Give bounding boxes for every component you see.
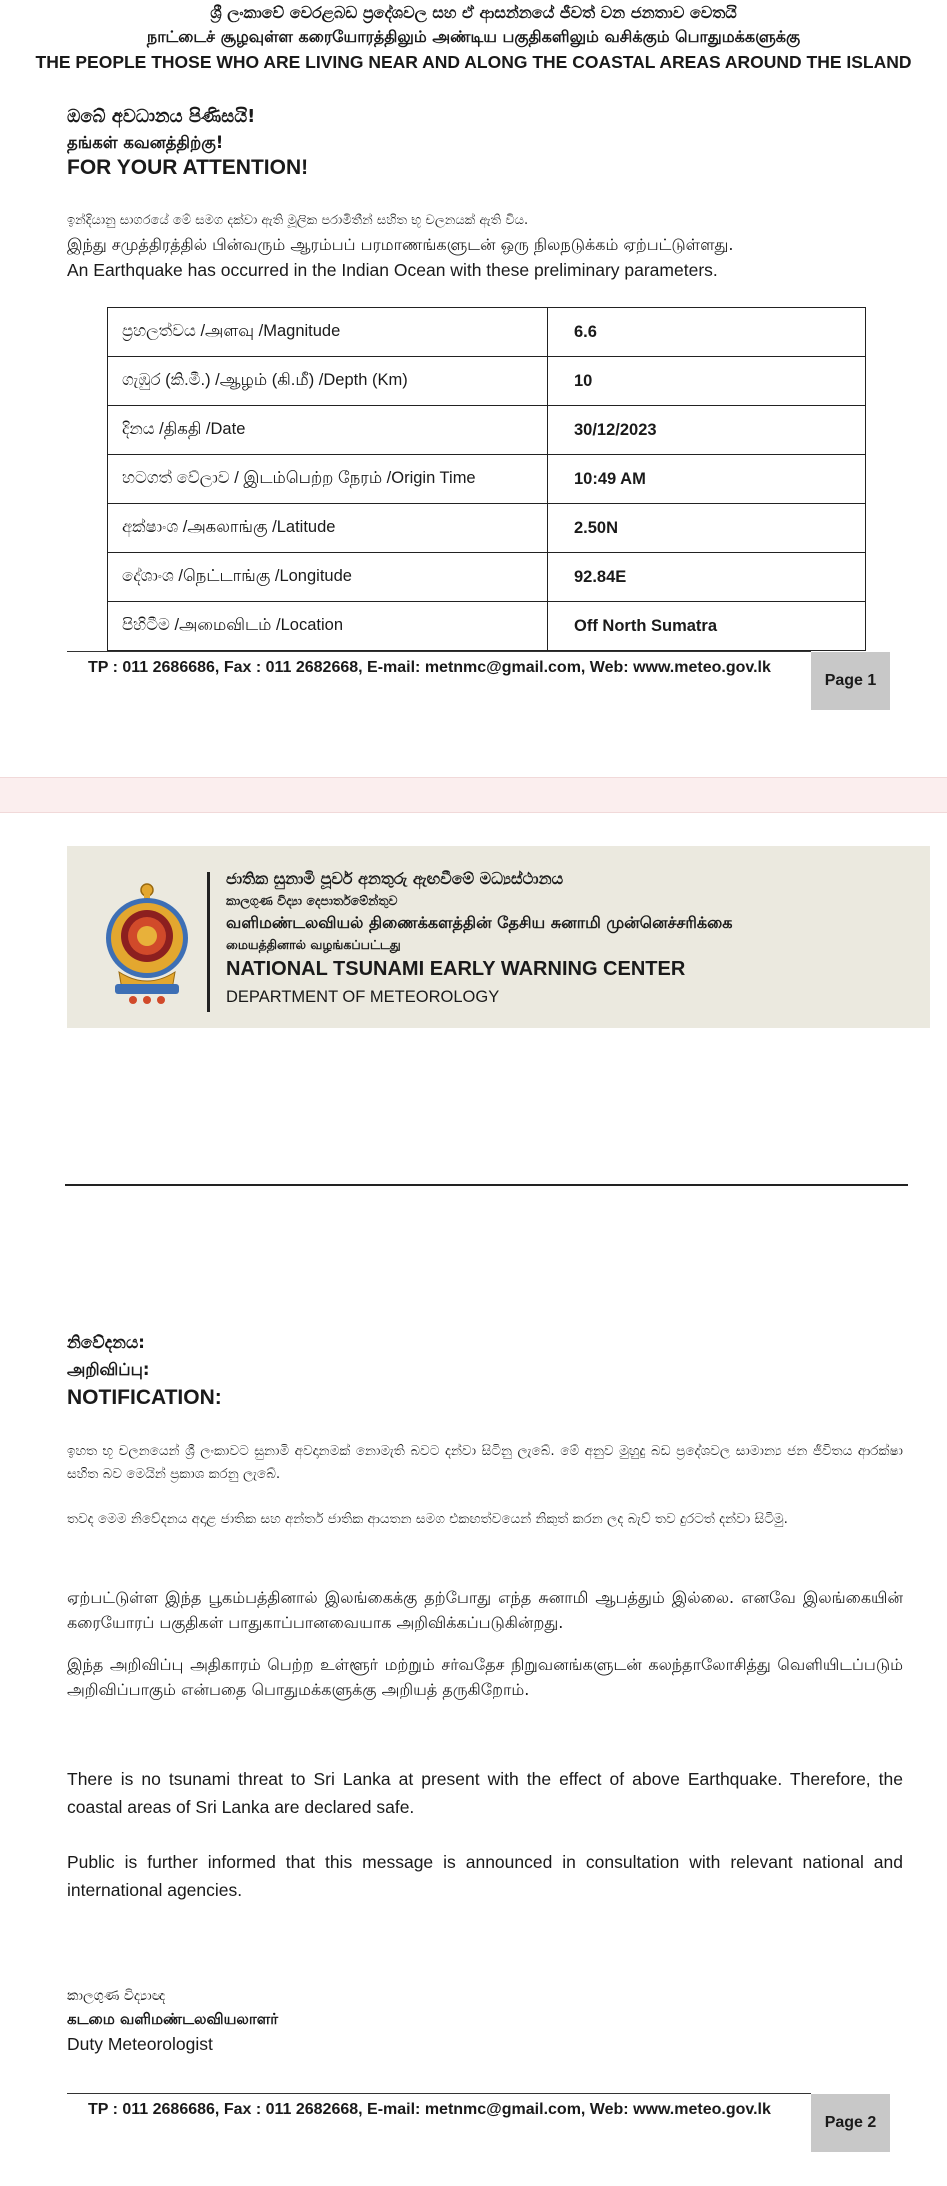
header-sinhala: ශ්‍රී ලංකාවේ වෙරළබඩ ප්‍රදේශවල සහ ඒ ආසන්නයේ ජීවත් වන ජනතාව වෙතයි: [210, 3, 737, 22]
banner-divider: [207, 872, 210, 1012]
signature-english: Duty Meteorologist: [67, 2034, 213, 2054]
table-row: [108, 504, 866, 553]
page-number: Page 2: [824, 2114, 877, 2131]
param-value-magnitude: 6.6: [548, 308, 866, 357]
attention-sinhala: ඔබේ අවධානය පිණිසයි!: [67, 106, 256, 127]
paragraph-english-2: Public is further informed that this message is announced in consultation with relevant national and international agencies.: [67, 1852, 903, 1900]
footer-divider: [67, 651, 811, 652]
page-number: Page 1: [824, 672, 877, 689]
header-english: THE PEOPLE THOSE WHO ARE LIVING NEAR AND ALONG THE COASTAL AREAS AROUND THE ISLAND: [35, 52, 912, 72]
attention-tamil: தங்கள் கவனத்திற்கு!: [67, 133, 224, 152]
table-row: [108, 602, 866, 651]
param-label-latitude: අක්ෂාංශ /அகலாங்கு /Latitude: [108, 504, 548, 553]
table-row: [108, 308, 866, 357]
banner-tamil-title: வளிமண்டலவியல் திணைக்களத்தின் தேசிய சுனாமி முன்னெச்சரிக்கை: [226, 913, 733, 932]
intro-english: An Earthquake has occurred in the Indian Ocean with these preliminary parameters.: [67, 260, 718, 280]
attention-english: FOR YOUR ATTENTION!: [67, 156, 309, 179]
param-value-origin-time: 10:49 AM: [548, 455, 866, 504]
param-label-origin-time: හටගත් වේලාව / இடம்பெற்ற நேரம் /Origin Time: [108, 455, 548, 504]
footer-contact: TP : 011 2686686, Fax : 011 2682668, E-mail: metnmc@gmail.com, Web: www.meteo.gov.lk: [88, 2101, 771, 2118]
notification-tamil: அறிவிப்பு:: [67, 1360, 150, 1379]
notification-sinhala: නිවේදනය:: [67, 1333, 145, 1353]
page-number-badge: [811, 652, 890, 710]
param-label-depth: ගැඹුර (කි.මී.) /ஆழம் (கி.மீ) /Depth (Km): [108, 357, 548, 406]
param-label-date: දිනය /திகதி /Date: [108, 406, 548, 455]
page-separator: [0, 777, 947, 813]
intro-sinhala: ඉන්දියානු සාගරයේ මේ සමග දක්වා ඇති මූලික පරාමිතීන් සහිත භූ චලනයක් ඇති විය.: [67, 213, 529, 228]
sri-lanka-emblem-icon: [101, 872, 193, 1008]
notification-english: NOTIFICATION:: [67, 1386, 222, 1409]
paragraph-tamil-2: இந்த அறிவிப்பு அதிகாரம் பெற்ற உள்ளூர் மற்றும் சர்வதேச நிறுவனங்களுடன் கலந்தாலோசித்து வெளியிடப்படும் அறிவிப்பாகும் என்பதை பொதுமக்களுக்கு அறியத் தருகிறோம்.: [67, 1655, 903, 1699]
param-value-location: Off North Sumatra: [548, 602, 866, 651]
footer-contact: TP : 011 2686686, Fax : 011 2682668, E-mail: metnmc@gmail.com, Web: www.meteo.gov.lk: [88, 659, 771, 676]
paragraph-english-1: There is no tsunami threat to Sri Lanka at present with the effect of above Earthquake. Therefore, the coastal areas of Sri Lanka are declared safe.: [67, 1769, 903, 1817]
paragraph-tamil-1: ஏற்பட்டுள்ள இந்த பூகம்பத்தினால் இலங்கைக்கு தற்போது எந்த சுனாமி ஆபத்தும் இல்லை. எனவே இலங்கையின் கரையோரப் பகுதிகள் பாதுகாப்பானவையாக அறிவிக்கப்படுகின்றது.: [67, 1588, 903, 1632]
table-row: [108, 553, 866, 602]
paragraph-sinhala-2: තවද මෙම නිවේදනය අදාළ ජාතික සහ අන්තර් ජාතික ආයතන සමග එකඟත්වයෙන් නිකුත් කරන ලද බැව් තව දුරටත් දන්වා සිටිමු.: [67, 1511, 788, 1527]
banner-sinhala-title: ජාතික සුනාමි පූර්ව අනතුරු ඇඟවීමේ මධ්‍යස්ථානය: [226, 869, 564, 888]
param-value-date: 30/12/2023: [548, 406, 866, 455]
banner-sinhala-dept: කාලගුණ විද්‍යා දෙපාර්තමේන්තුව: [226, 893, 398, 908]
table-row: [108, 455, 866, 504]
banner-english-dept: DEPARTMENT OF METEOROLOGY: [226, 988, 500, 1006]
param-value-latitude: 2.50N: [548, 504, 866, 553]
header-tamil: நாட்டைச் சூழவுள்ள கரையோரத்திலும் அண்டிய பகுதிகளிலும் வசிக்கும் பொதுமக்களுக்கு: [146, 27, 801, 46]
section-divider: [65, 1184, 908, 1186]
param-label-longitude: දේශාංශ /நெட்டாங்கு /Longitude: [108, 553, 548, 602]
page-number-badge: [811, 2094, 890, 2152]
param-label-location: පිහිටීම /அமைவிடம் /Location: [108, 602, 548, 651]
param-value-depth: 10: [548, 357, 866, 406]
footer-divider: [67, 2093, 811, 2094]
paragraph-sinhala-1: ඉහත භූ චලනයෙන් ශ්‍රී ලංකාවට සුනාමි අවදානමක් නොමැති බවට දන්වා සිටිනු ලැබේ. මේ අනුව මුහුදු බඩ ප්‍රදේශවල සාමාන්‍ය ජන ජීවිතය ආරක්ෂා සහිත බව මෙයින් ප්‍රකාශ කරනු ලැබේ.: [67, 1443, 903, 1482]
banner-english-title: NATIONAL TSUNAMI EARLY WARNING CENTER: [226, 958, 686, 980]
table-row: [108, 406, 866, 455]
banner-tamil-dept: மையத்தினால் வழங்கப்பட்டது: [226, 937, 401, 952]
table-row: [108, 357, 866, 406]
signature-tamil: கடமை வளிமண்டலவியலாளர்: [67, 2010, 279, 2028]
intro-tamil: இந்து சமுத்திரத்தில் பின்வரும் ஆரம்பப் பரமாணங்களுடன் ஒரு நிலநடுக்கம் ஏற்பட்டுள்ளது.: [67, 235, 734, 254]
earthquake-parameters-table: [107, 307, 866, 651]
param-label-magnitude: ප්‍රහලත්වය /அளவு /Magnitude: [108, 308, 548, 357]
param-value-longitude: 92.84E: [548, 553, 866, 602]
signature-sinhala: කාලගුණ විද්‍යාඥ: [67, 1988, 166, 2004]
